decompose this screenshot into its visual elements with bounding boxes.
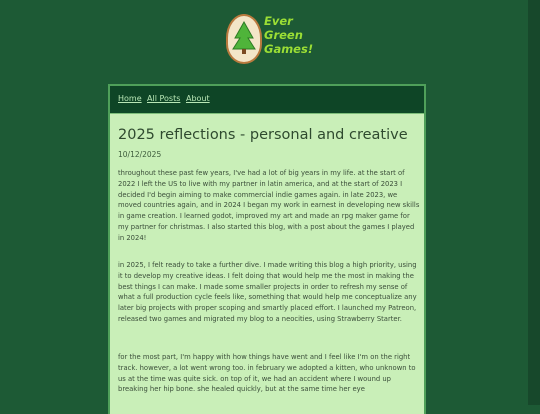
nav-bar <box>110 86 424 110</box>
site-logo[interactable] <box>226 14 316 70</box>
nav-home-link[interactable]: Home <box>118 94 142 103</box>
post-paragraph: throughout these past few years, I've had a lot of big years in my life. at the start of 2022 I left the US to live with my partner in latin america, and at the start of 2023 I decided I'd begin aiming to make commercial indie games again. in late 2023, we moved countries again, and in 2024 I began my work in earnest in developing new skills in game creation. I learned godot, improved my art and made an rpg maker game for my partner for christmas. I also started this blog, with a post about the games I played in 2024! <box>118 169 420 242</box>
tree-badge-icon <box>226 14 262 64</box>
post-card <box>110 113 424 414</box>
logo-text <box>264 14 316 56</box>
logo-line-games: Games! <box>264 42 314 56</box>
post-date: 10/12/2025 <box>118 150 162 159</box>
logo-line-green: Green <box>264 28 303 42</box>
main-container <box>108 84 426 414</box>
page-edge <box>528 0 540 405</box>
post-title: 2025 reflections - personal and creative <box>118 127 408 143</box>
nav-all-posts-link[interactable]: All Posts <box>147 94 181 103</box>
nav-about-link[interactable]: About <box>186 94 210 103</box>
post-paragraph: for the most part, I'm happy with how things have went and I feel like I'm on the right track. however, a lot went wrong too. in february we adopted a kitten, who unknown to us at the time was quite sick. on top of it, we had an accident where I wound up breaking her hip bone. she healed quickly, but at the same time her eye <box>118 353 416 394</box>
logo-line-ever: Ever <box>264 14 293 28</box>
post-paragraph: in 2025, I felt ready to take a further dive. I made writing this blog a high priority, using it to develop my creative ideas. I felt doing that would help me the most in making the best things I can make. I made some smaller projects in order to refresh my sense of what a full production cycle feels like, something that would help me conceptualize any later big projects with proper scoping and smartly placed effort. I launched my Patreon, released two games and migrated my blog to a neocities, using Strawberry Starter. <box>118 261 417 323</box>
